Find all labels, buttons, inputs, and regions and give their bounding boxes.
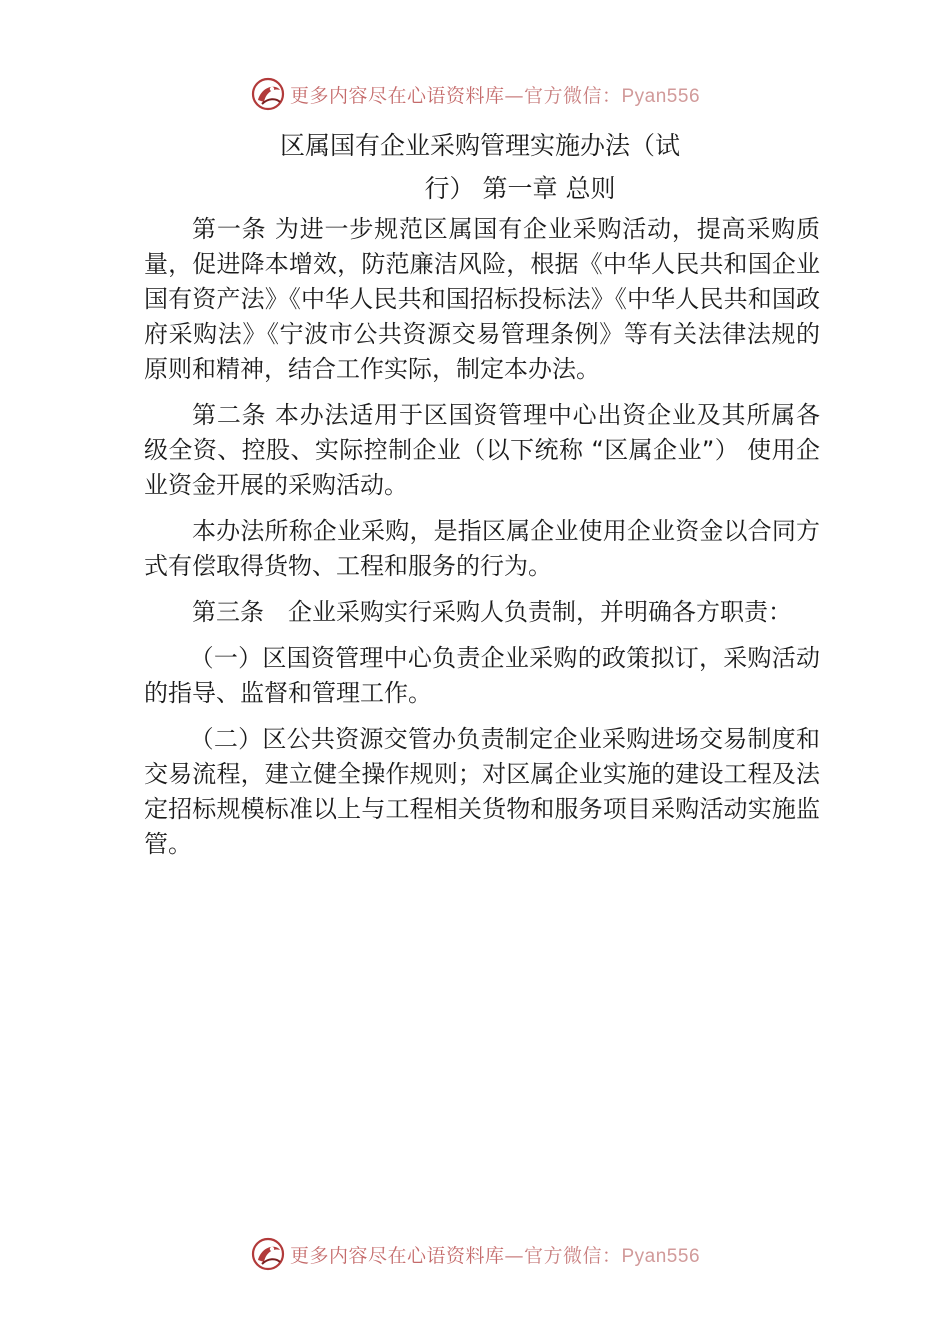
- watermark-header: [0, 74, 950, 114]
- article-3-paragraph: 第三条 企业采购实行采购人负责制，并明确各方职责：: [192, 598, 792, 626]
- watermark-separator: —: [504, 84, 524, 107]
- watermark-footer: [0, 1234, 950, 1274]
- watermark-name: 更多内容尽在心语资料库: [289, 1244, 505, 1267]
- procurement-definition-paragraph: 本办法所称企业采购，是指区属企业使用企业资金以合同方式有偿取得货物、工程和服务的行为。: [144, 517, 820, 580]
- watermark-separator: —: [504, 1244, 524, 1267]
- watermark-label: 官方微信：: [523, 84, 622, 107]
- title-line-1: 区属国有企业采购管理实施办法（试: [279, 131, 680, 160]
- article-3-item-1: （一）区国资管理中心负责企业采购的政策拟订，采购活动的指导、监督和管理工作。: [144, 644, 820, 707]
- title-line-2: 行） 第一章 总则: [424, 174, 616, 203]
- watermark-wechat-id: Pyan556: [621, 85, 701, 107]
- document-body: [144, 212, 820, 873]
- article-3-item-2: （二）区公共资源交管办负责制定企业采购进场交易制度和交易流程，建立健全操作规则；对区属企业实施的建设工程及法定招标规模标准以上与工程相关货物和服务项目采购活动实施监管。: [144, 725, 820, 858]
- document-title: [0, 124, 950, 210]
- article-1-paragraph: 第一条 为进一步规范区属国有企业采购活动，提高采购质量，促进降本增效，防范廉洁风险，根据《中华人民共和国企业国有资产法》《中华人民共和国招标投标法》《中华人民共和国政府采购法》《宁波市公共资源交易管理条例》等有关法律法规的原则和精神，结合工作实际，制定本办法。: [144, 215, 820, 383]
- watermark-wechat-id: Pyan556: [621, 1245, 701, 1267]
- watermark-label: 官方微信：: [523, 1244, 622, 1267]
- watermark-text: [290, 81, 700, 108]
- swirl-logo-icon: [250, 1236, 286, 1272]
- article-2-paragraph: 第二条 本办法适用于区国资管理中心出资企业及其所属各级全资、控股、实际控制企业（以下统称 “区属企业”） 使用企业资金开展的采购活动。: [144, 401, 820, 499]
- swirl-logo-icon: [250, 76, 286, 112]
- watermark-text: [290, 1241, 700, 1268]
- watermark-name: 更多内容尽在心语资料库: [289, 84, 505, 107]
